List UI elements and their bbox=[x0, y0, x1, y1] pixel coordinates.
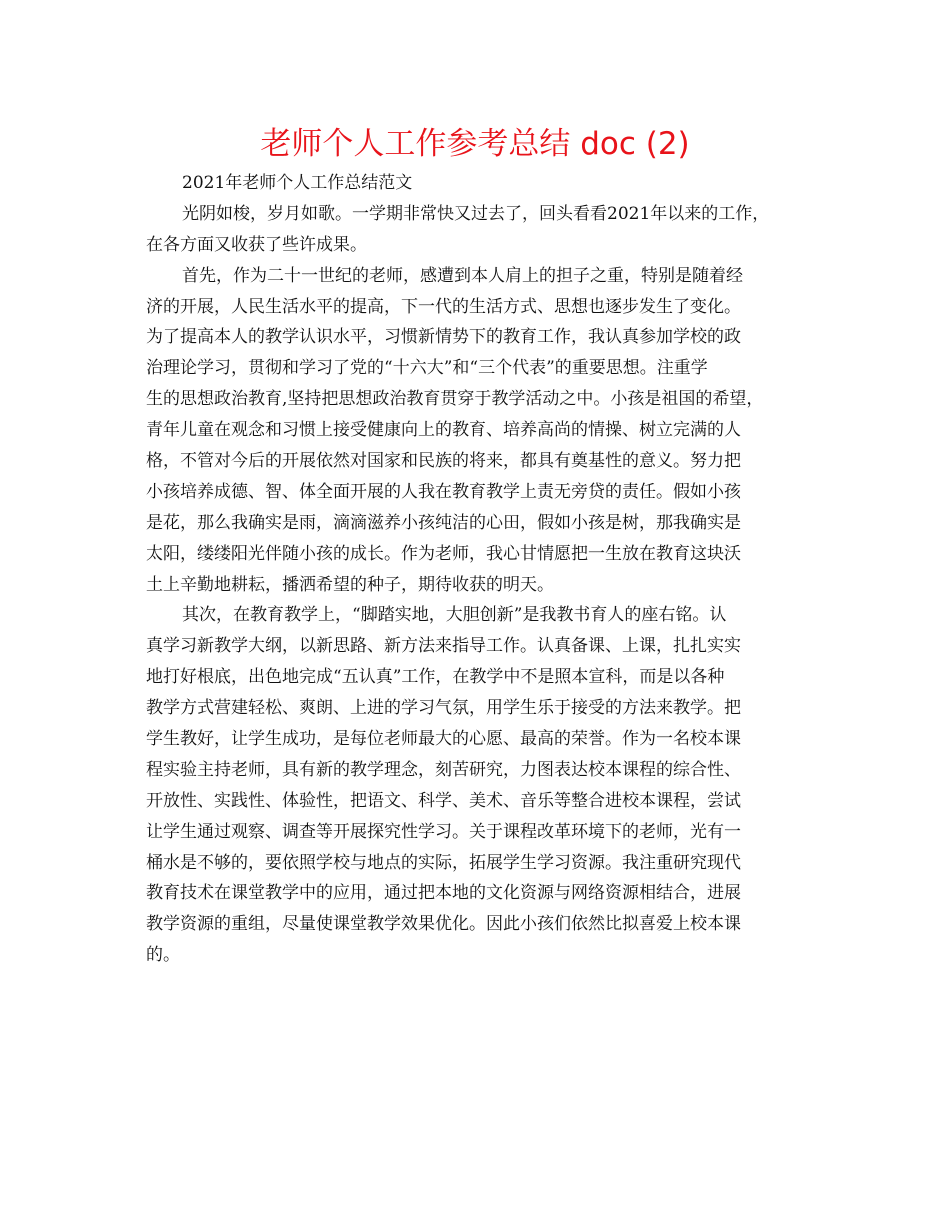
text-line: 开放性、实践性、体验性，把语文、科学、美术、音乐等整合进校本课程，尝试 bbox=[146, 790, 741, 811]
text-line: 2021年老师个人工作总结范文 bbox=[182, 173, 413, 193]
text-line: 生的思想政治教育,坚持把思想政治教育贯穿于教学活动之中。小孩是祖国的希望， bbox=[146, 389, 764, 410]
text-line: 太阳，缕缕阳光伴随小孩的成长。作为老师，我心甘情愿把一生放在教育这块沃 bbox=[146, 543, 741, 564]
document-body bbox=[146, 168, 806, 971]
text-line: 教学方式营建轻松、爽朗、上进的学习气氛，用学生乐于接受的方法来教学。把 bbox=[146, 698, 741, 719]
text-line: 让学生通过观察、调查等开展探究性学习。关于课程改革环境下的老师，光有一 bbox=[146, 821, 741, 842]
text-line: 光阴如梭，岁月如歌。一学期非常快又过去了，回头看看2021年以来的工作， bbox=[182, 203, 770, 224]
text-line: 格，不管对今后的开展依然对国家和民族的将来，都具有奠基性的意义。努力把 bbox=[146, 451, 741, 472]
text-line: 教学资源的重组，尽量使课堂教学效果优化。因此小孩们依然比拟喜爱上校本课 bbox=[146, 914, 741, 935]
text-line: 其次，在教育教学上，“脚踏实地，大胆创新”是我教书育人的座右铭。认 bbox=[182, 605, 727, 626]
text-line: 首先，作为二十一世纪的老师，感遭到本人肩上的担子之重，特别是随着经 bbox=[182, 265, 743, 286]
text-line: 土上辛勤地耕耘，播洒希望的种子，期待收获的明天。 bbox=[146, 574, 554, 595]
text-line: 治理论学习，贯彻和学习了党的“十六大”和“三个代表”的重要思想。注重学 bbox=[146, 358, 708, 379]
text-line: 小孩培养成德、智、体全面开展的人我在教育教学上责无旁贷的责任。假如小孩 bbox=[146, 481, 741, 502]
text-line: 学生教好，让学生成功，是每位老师最大的心愿、最高的荣誉。作为一名校本课 bbox=[146, 729, 741, 750]
text-line: 济的开展，人民生活水平的提高，下一代的生活方式、思想也逐步发生了变化。 bbox=[146, 296, 741, 317]
text-line: 青年儿童在观念和习惯上接受健康向上的教育、培养高尚的情操、树立完满的人 bbox=[146, 420, 741, 441]
text-line: 桶水是不够的，要依照学校与地点的实际，拓展学生学习资源。我注重研究现代 bbox=[146, 852, 741, 873]
text-line: 在各方面又收获了些许成果。 bbox=[146, 234, 367, 255]
text-line: 程实验主持老师，具有新的教学理念，刻苦研究，力图表达校本课程的综合性、 bbox=[146, 759, 741, 780]
text-line: 地打好根底，出色地完成“五认真”工作，在教学中不是照本宣科，而是以各种 bbox=[146, 667, 725, 688]
text-line: 是花，那么我确实是雨，滴滴滋养小孩纯洁的心田，假如小孩是树，那我确实是 bbox=[146, 512, 741, 533]
text-line: 的。 bbox=[146, 945, 180, 966]
text-line: 为了提高本人的教学认识水平，习惯新情势下的教育工作，我认真参加学校的政 bbox=[146, 327, 741, 348]
document-title: 老师个人工作参考总结 doc (2) bbox=[260, 126, 690, 162]
text-line: 真学习新教学大纲，以新思路、新方法来指导工作。认真备课、上课，扎扎实实 bbox=[146, 636, 741, 657]
text-line: 教育技术在课堂教学中的应用，通过把本地的文化资源与网络资源相结合，进展 bbox=[146, 883, 741, 904]
